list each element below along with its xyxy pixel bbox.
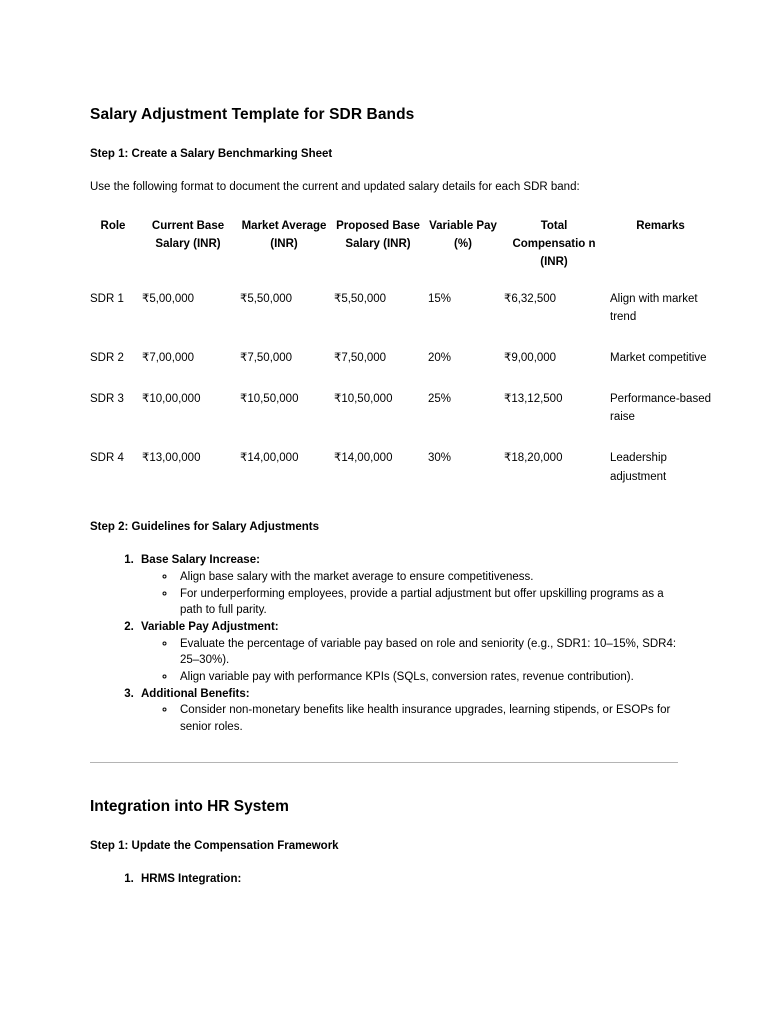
- cell-remarks: Align with market trend: [610, 292, 698, 324]
- cell-current-base-salary: ₹5,00,000: [142, 292, 195, 305]
- cell-total-compensation: ₹9,00,000: [504, 352, 557, 365]
- cell-total-compensation: ₹18,20,000: [504, 451, 563, 464]
- table-row: [90, 380, 717, 439]
- cell-current-base-salary: ₹7,00,000: [142, 352, 195, 365]
- guideline-label: Additional Benefits:: [141, 687, 250, 700]
- cell-proposed-base-salary: ₹14,00,000: [334, 451, 393, 464]
- guideline-bullet: ◦ Align base salary with the market average to ensure competitiveness.: [176, 569, 678, 586]
- guidelines-list: [90, 552, 678, 735]
- cell-remarks: Market competitive: [610, 352, 707, 365]
- cell-total-compensation: ₹13,12,500: [504, 392, 563, 405]
- cell-proposed-base-salary: ₹5,50,000: [334, 292, 387, 305]
- guideline-sublist: [141, 702, 678, 735]
- salary-benchmarking-table: [90, 215, 717, 498]
- integration-list: [90, 871, 678, 888]
- cell-market-average: ₹10,50,000: [240, 392, 299, 405]
- section2-step1-heading: Step 1: Update the Compensation Framework: [90, 839, 339, 852]
- cell-current-base-salary: ₹13,00,000: [142, 451, 201, 464]
- table-row: [90, 339, 717, 380]
- guideline-bullet: ◦ Align variable pay with performance KPIs (SQLs, conversion rates, revenue contribution).: [176, 669, 678, 686]
- step2-heading: Step 2: Guidelines for Salary Adjustments: [90, 521, 319, 534]
- cell-role: SDR 1: [90, 292, 124, 305]
- cell-proposed-base-salary: ₹10,50,000: [334, 392, 393, 405]
- guideline-sublist: [141, 569, 678, 619]
- guideline-label: Variable Pay Adjustment:: [141, 620, 279, 633]
- cell-current-base-salary: ₹10,00,000: [142, 392, 201, 405]
- column-header-proposed-base-salary: Proposed Base Salary (INR): [336, 220, 420, 251]
- table-row: [90, 439, 717, 498]
- column-header-market-average: Market Average (INR): [241, 220, 327, 251]
- guideline-bullet: ◦ Consider non-monetary benefits like health insurance upgrades, learning stipends, or ESOPs for senior roles.: [176, 702, 678, 735]
- guideline-bullet: ◦ Evaluate the percentage of variable pay based on role and seniority (e.g., SDR1: 10–15%, SDR4: 25–30%).: [176, 636, 678, 669]
- table-row: [90, 280, 717, 339]
- section-title-integration: Integration into HR System: [90, 797, 289, 815]
- cell-variable-pay: 20%: [428, 352, 452, 365]
- cell-remarks: Performance-based raise: [610, 392, 711, 424]
- column-header-remarks: Remarks: [636, 220, 685, 233]
- section-divider: [90, 762, 678, 763]
- cell-market-average: ₹5,50,000: [240, 292, 293, 305]
- guideline-item: [137, 619, 678, 686]
- guideline-bullet: ◦ For underperforming employees, provide a partial adjustment but offer upskilling programs as a path to full parity.: [176, 586, 678, 619]
- cell-role: SDR 2: [90, 352, 124, 365]
- guideline-sublist: [141, 636, 678, 686]
- cell-remarks: Leadership adjustment: [610, 451, 667, 483]
- cell-variable-pay: 25%: [428, 392, 452, 405]
- table-header: [90, 215, 717, 279]
- column-header-total-compensation: Total Compensatio n (INR): [512, 220, 596, 269]
- cell-variable-pay: 15%: [428, 292, 452, 305]
- table-header-row: [90, 215, 717, 279]
- column-header-role: Role: [100, 220, 126, 233]
- cell-market-average: ₹14,00,000: [240, 451, 299, 464]
- intro-paragraph: Use the following format to document the current and updated salary details for each SDR band:: [90, 181, 580, 194]
- step1-heading: Step 1: Create a Salary Benchmarking Sheet: [90, 148, 333, 161]
- column-header-variable-pay: Variable Pay (%): [429, 220, 497, 251]
- cell-proposed-base-salary: ₹7,50,000: [334, 352, 387, 365]
- cell-market-average: ₹7,50,000: [240, 352, 293, 365]
- cell-total-compensation: ₹6,32,500: [504, 292, 557, 305]
- guideline-item: [137, 552, 678, 619]
- cell-variable-pay: 30%: [428, 451, 452, 464]
- guideline-item: [137, 686, 678, 736]
- page-title: Salary Adjustment Template for SDR Bands: [90, 106, 415, 123]
- guidelines-block: [90, 552, 678, 735]
- cell-role: SDR 4: [90, 451, 124, 464]
- cell-role: SDR 3: [90, 392, 124, 405]
- column-header-current-base-salary: Current Base Salary (INR): [151, 220, 225, 251]
- guideline-label: Base Salary Increase:: [141, 554, 260, 567]
- integration-item: 1. HRMS Integration:: [137, 871, 678, 888]
- table-body: [90, 280, 717, 498]
